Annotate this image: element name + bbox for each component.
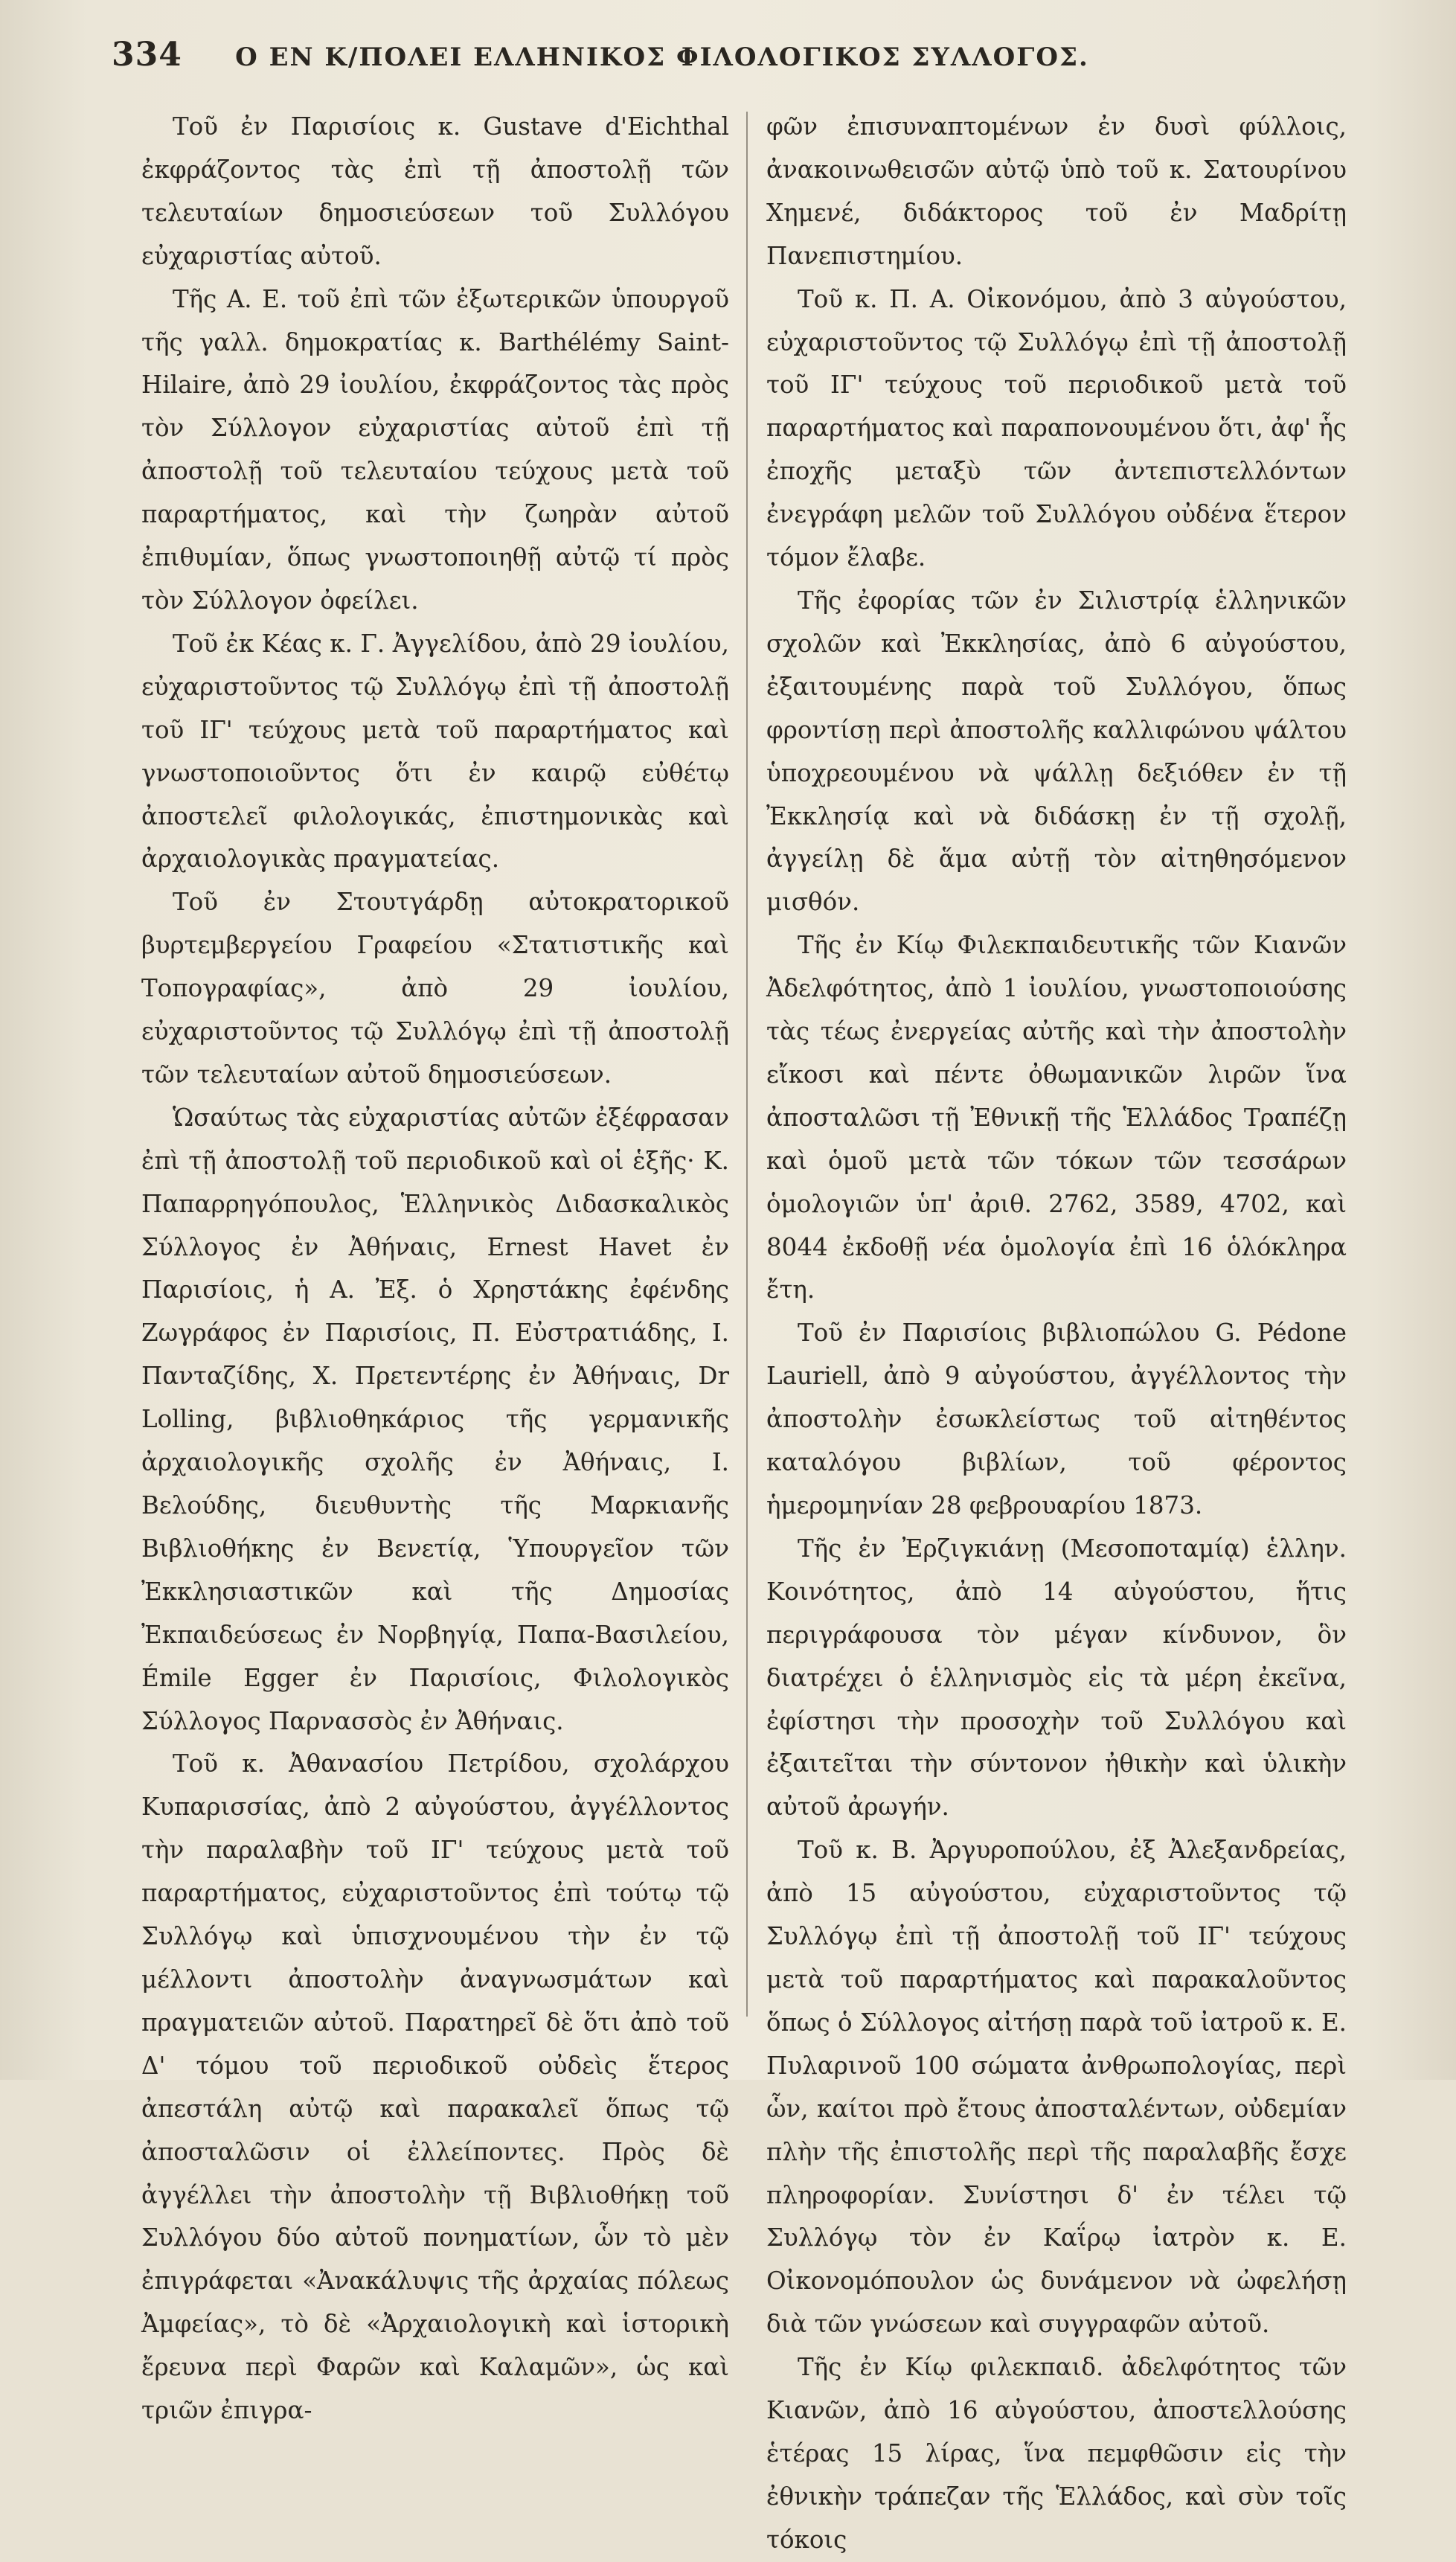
running-title: Ο ΕΝ Κ/ΠΟΛΕΙ ΕΛΛΗΝΙΚΟΣ ΦΙΛΟΛΟΓΙΚΟΣ ΣΥΛΛΟΓΟΣ. [235,42,1089,72]
paragraph: Τῆς ἐν Κίῳ φιλεκπαιδ. ἀδελφότητος τῶν Κιανῶν, ἀπὸ 16 αὐγούστου, ἀποστελλούσης ἑτέρας 15 λίρας, ἵνα πεμφθῶσιν εἰς τὴν ἐθνικὴν τράπεζαν τῆς Ἑλλάδος, καὶ σὺν τοῖς τόκοις [766,2353,1347,2554]
paragraph: Τοῦ ἐν Στουτγάρδῃ αὐτοκρατορικοῦ βυρτεμβεργείου Γραφείου «Στατιστικῆς καὶ Τοπογραφίας», ἀπὸ 29 ἰουλίου, εὐχαριστοῦντος τῷ Συλλόγῳ ἐπὶ τῇ ἀποστολῇ τῶν τελευταίων αὐτοῦ δημοσιεύσεων. [141,888,729,1089]
paragraph: Τῆς Α. Ε. τοῦ ἐπὶ τῶν ἐξωτερικῶν ὑπουργοῦ τῆς γαλλ. δημοκρατίας κ. Barthélémy Saint-Hilaire, ἀπὸ 29 ἰουλίου, ἐκφράζοντος τὰς πρὸς τὸν Σύλλογον εὐχαριστίας αὐτοῦ ἐπὶ τῇ ἀποστολῇ τοῦ τελευταίου τεύχους μετὰ τοῦ παραρτήματος, καὶ τὴν ζωηρὰν αὐτοῦ ἐπιθυμίαν, ὅπως γνωστοποιηθῇ αὐτῷ τί πρὸς τὸν Σύλλογον ὀφείλει. [141,284,729,615]
page-header [112,36,1116,95]
paragraph: Τοῦ ἐν Παρισίοις βιβλιοπώλου G. Pédone Lauriell, ἀπὸ 9 αὐγούστου, ἀγγέλλοντος τὴν ἀποστολὴν ἐσωκλείστως τοῦ αἰτηθέντος καταλόγου βιβλίων, τοῦ φέροντος ἡμερομηνίαν 28 φεβρουαρίου 1873. [766,1319,1347,1519]
column-divider [746,112,748,2017]
paragraph: Τοῦ κ. Ἀθανασίου Πετρίδου, σχολάρχου Κυπαρισσίας, ἀπὸ 2 αὐγούστου, ἀγγέλλοντος τὴν παραλαβὴν τοῦ ΙΓ' τεύχους μετὰ τοῦ παραρτήματος, εὐχαριστοῦντος ἐπὶ τούτῳ τῷ Συλλόγῳ καὶ ὑπισχνουμένου τὴν ἐν τῷ μέλλοντι ἀποστολὴν ἀναγνωσμάτων καὶ πραγματειῶν αὐτοῦ. Παρατηρεῖ δὲ ὅτι ἀπὸ τοῦ Δ' τόμου τοῦ περιοδικοῦ οὐδεὶς ἕτερος ἀπεστάλη αὐτῷ καὶ παρακαλεῖ ὅπως τῷ ἀποσταλῶσιν οἱ ἐλλείποντες. Πρὸς δὲ ἀγγέλλει τὴν ἀποστολὴν τῇ Βιβλιοθήκῃ τοῦ Συλλόγου δύο αὐτοῦ πονηματίων, ὧν τὸ μὲν ἐπιγράφεται «Ἀνακάλυψις τῆς ἀρχαίας πόλεως Ἀμφείας», τὸ δὲ «Ἀρχαιολογικὴ καὶ ἱστορικὴ ἔρευνα περὶ Φαρῶν καὶ Καλαμῶν», ὡς καὶ τριῶν ἐπιγρα- [141,1749,729,2425]
paragraph: Τοῦ ἐν Παρισίοις κ. Gustave d'Eichthal ἐκφράζοντος τὰς ἐπὶ τῇ ἀποστολῇ τῶν τελευταίων δημοσιεύσεων τοῦ Συλλόγου εὐχαριστίας αὐτοῦ. [141,112,729,270]
paragraph: Τοῦ ἐκ Κέας κ. Γ. Ἀγγελίδου, ἀπὸ 29 ἰουλίου, εὐχαριστοῦντος τῷ Συλλόγῳ ἐπὶ τῇ ἀποστολῇ τοῦ ΙΓ' τεύχους μετὰ τοῦ παραρτήματος καὶ γνωστοποιοῦντος ὅτι ἐν καιρῷ εὐθέτῳ ἀποστελεῖ φιλολογικάς, ἐπιστημονικὰς καὶ ἀρχαιολογικὰς πραγματείας. [141,629,729,874]
paragraph: Τοῦ κ. Π. Α. Οἰκονόμου, ἀπὸ 3 αὐγούστου, εὐχαριστοῦντος τῷ Συλλόγῳ ἐπὶ τῇ ἀποστολῇ τοῦ ΙΓ' τεύχους τοῦ περιοδικοῦ μετὰ τοῦ παραρτήματος καὶ παραπονουμένου ὅτι, ἀφ' ἧς ἐποχῆς μεταξὺ τῶν ἀντεπιστελλόντων ἐνεγράφη μελῶν τοῦ Συλλόγου οὐδένα ἕτερον τόμον ἔλαβε. [766,284,1347,572]
paragraph: Τοῦ κ. Β. Ἀργυροπούλου, ἐξ Ἀλεξανδρείας, ἀπὸ 15 αὐγούστου, εὐχαριστοῦντος τῷ Συλλόγῳ ἐπὶ τῇ ἀποστολῇ τοῦ ΙΓ' τεύχους μετὰ τοῦ παραρτήματος καὶ παρακαλοῦντος ὅπως ὁ Σύλλογος αἰτήσῃ παρὰ τοῦ ἰατροῦ κ. Ε. Πυλαρινοῦ 100 σώματα ἀνθρωπολογίας, περὶ ὧν, καίτοι πρὸ ἔτους ἀποσταλέντων, οὐδεμίαν πλὴν τῆς ἐπιστολῆς περὶ τῆς παραλαβῆς ἔσχε πληροφορίαν. Συνίστησι δ' ἐν τέλει τῷ Συλλόγῳ τὸν ἐν Καΐρῳ ἰατρὸν κ. Ε. Οἰκονομόπουλον ὡς δυνάμενον νὰ ὠφελήσῃ διὰ τῶν γνώσεων καὶ συγγραφῶν αὐτοῦ. [766,1836,1347,2339]
paragraph-continued: φῶν ἐπισυναπτομένων ἐν δυσὶ φύλλοις, ἀνακοινωθεισῶν αὐτῷ ὑπὸ τοῦ κ. Σατουρίνου Χημενέ, διδάκτορος τοῦ ἐν Μαδρίτῃ Πανεπιστημίου. [766,112,1347,270]
paragraph: Τῆς ἐν Κίῳ Φιλεκπαιδευτικῆς τῶν Κιανῶν Ἀδελφότητος, ἀπὸ 1 ἰουλίου, γνωστοποιούσης τὰς τέως ἐνεργείας αὐτῆς καὶ τὴν ἀποστολὴν εἴκοσι καὶ πέντε ὀθωμανικῶν λιρῶν ἵνα ἀποσταλῶσι τῇ Ἐθνικῇ τῆς Ἑλλάδος Τραπέζῃ καὶ ὁμοῦ μετὰ τῶν τόκων τῶν τεσσάρων ὁμολογιῶν ὑπ' ἀριθ. 2762, 3589, 4702, καὶ 8044 ἐκδοθῇ νέα ὁμολογία ἐπὶ 16 ὁλόκληρα ἔτη. [766,931,1347,1304]
left-column [141,106,729,2425]
paragraph: Τῆς ἐφορίας τῶν ἐν Σιλιστρίᾳ ἑλληνικῶν σχολῶν καὶ Ἐκκλησίας, ἀπὸ 6 αὐγούστου, ἐξαιτουμένης παρὰ τοῦ Συλλόγου, ὅπως φροντίσῃ περὶ ἀποστολῆς καλλιφώνου ψάλτου ὑποχρεουμένου νὰ ψάλλῃ δεξιόθεν ἐν τῇ Ἐκκλησίᾳ καὶ νὰ διδάσκῃ ἐν τῇ σχολῇ, ἀγγείλῃ δὲ ἅμα αὐτῇ τὸν αἰτηθησόμενον μισθόν. [766,586,1347,917]
paragraph: Ὡσαύτως τὰς εὐχαριστίας αὐτῶν ἐξέφρασαν ἐπὶ τῇ ἀποστολῇ τοῦ περιοδικοῦ καὶ οἱ ἑξῆς· Κ. Παπαρρηγόπουλος, Ἑλληνικὸς Διδασκαλικὸς Σύλλογος ἐν Ἀθήναις, Ernest Havet ἐν Παρισίοις, ἡ Α. Ἐξ. ὁ Χρηστάκης ἐφένδης Ζωγράφος ἐν Παρισίοις, Π. Εὐστρατιάδης, Ι. Πανταζίδης, Χ. Πρετεντέρης ἐν Ἀθήναις, Dr Lolling, βιβλιοθηκάριος τῆς γερμανικῆς ἀρχαιολογικῆς σχολῆς ἐν Ἀθήναις, Ι. Βελούδης, διευθυντὴς τῆς Μαρκιανῆς Βιβλιοθήκης ἐν Βενετίᾳ, Ὑπουργεῖον τῶν Ἐκκλησιαστικῶν καὶ τῆς Δημοσίας Ἐκπαιδεύσεως ἐν Νορβηγίᾳ, Παπα-Βασιλείου, Émile Egger ἐν Παρισίοις, Φιλολογικὸς Σύλλογος Παρνασσὸς ἐν Ἀθήναις. [141,1103,729,1735]
paragraph: Τῆς ἐν Ἐρζιγκιάνῃ (Μεσοποταμίᾳ) ἑλλην. Κοινότητος, ἀπὸ 14 αὐγούστου, ἥτις περιγράφουσα τὸν μέγαν κίνδυνον, ὃν διατρέχει ὁ ἑλληνισμὸς εἰς τὰ μέρη ἐκεῖνα, ἐφίστησι τὴν προσοχὴν τοῦ Συλλόγου καὶ ἐξαιτεῖται τὴν σύντονον ἠθικὴν καὶ ὑλικὴν αὐτοῦ ἀρωγήν. [766,1534,1347,1822]
right-column [766,106,1347,2554]
page-number: 334 [112,36,182,74]
